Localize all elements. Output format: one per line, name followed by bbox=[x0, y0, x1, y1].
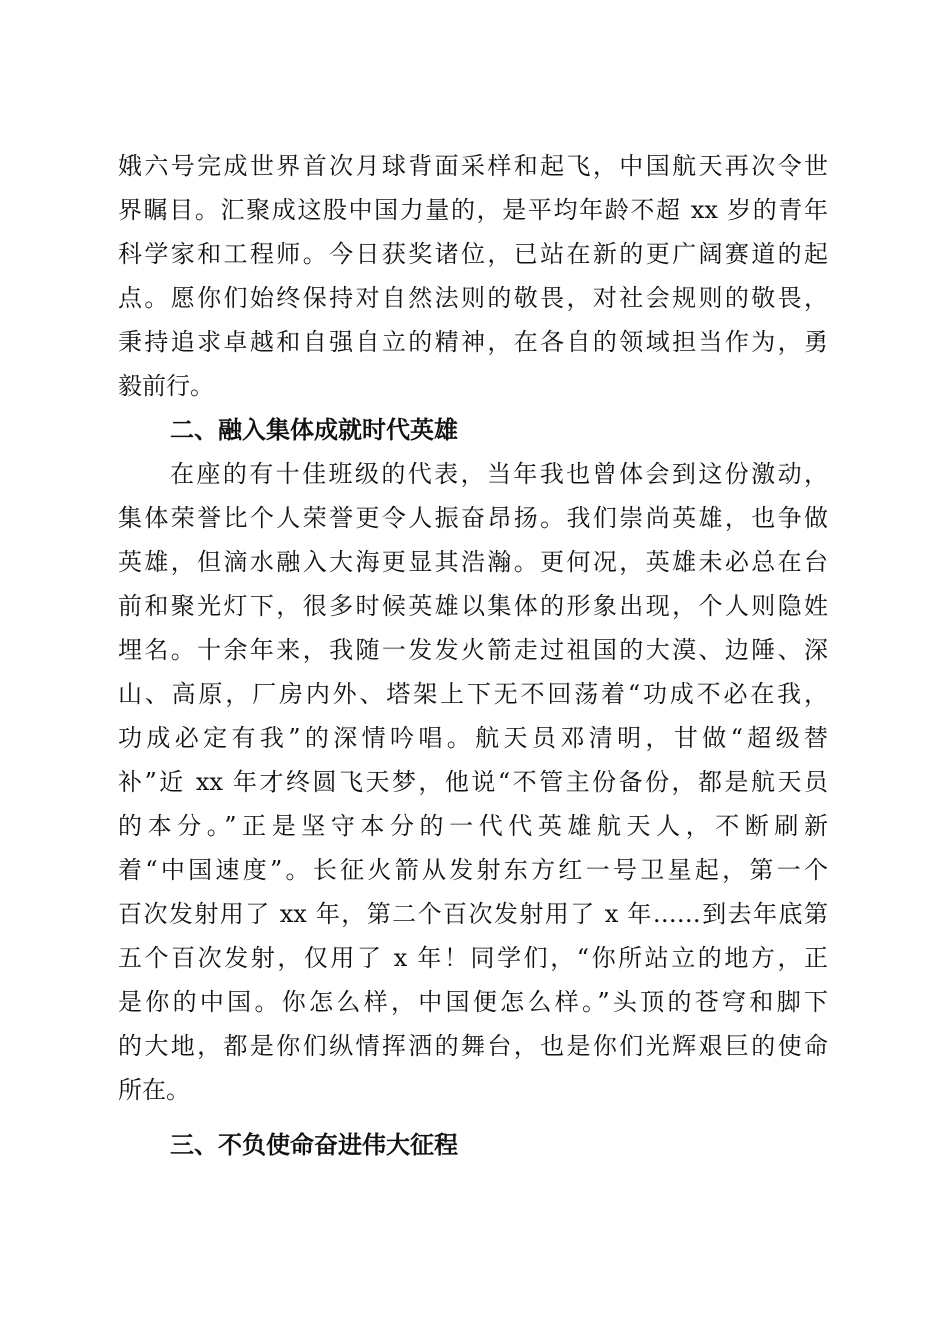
paragraph-line: 所在。 bbox=[118, 1076, 190, 1104]
paragraph-line: 的本分。”正是坚守本分的一代代英雄航天人，不断刷新 bbox=[118, 812, 828, 840]
paragraph-line: 山、高原，厂房内外、塔架上下无不回荡着“功成不必在我， bbox=[118, 680, 828, 708]
section-heading-3: 三、不负使命奋进伟大征程 bbox=[170, 1131, 458, 1159]
document-body bbox=[118, 144, 828, 1167]
paragraph-line: 百次发射用了 xx 年，第二个百次发射用了 x 年……到去年底第 bbox=[118, 900, 828, 928]
section-spacer bbox=[118, 1112, 828, 1123]
paragraph-line: 科学家和工程师。今日获奖诸位，已站在新的更广阔赛道的起 bbox=[118, 240, 828, 268]
paragraph-line: 界瞩目。汇聚成这股中国力量的，是平均年龄不超 xx 岁的青年 bbox=[118, 196, 828, 224]
section-2-paragraph bbox=[118, 452, 828, 1112]
paragraph-line: 前和聚光灯下，很多时候英雄以集体的形象出现，个人则隐姓 bbox=[118, 592, 828, 620]
paragraph-line: 娥六号完成世界首次月球背面采样和起飞，中国航天再次令世 bbox=[118, 152, 828, 180]
section-heading-2: 二、融入集体成就时代英雄 bbox=[170, 416, 458, 444]
paragraph-line: 集体荣誉比个人荣誉更令人振奋昂扬。我们崇尚英雄，也争做 bbox=[118, 504, 828, 532]
paragraph-line: 五个百次发射，仅用了 x 年！同学们，“你所站立的地方，正 bbox=[118, 944, 828, 972]
paragraph-line: 秉持追求卓越和自强自立的精神，在各自的领域担当作为，勇 bbox=[118, 328, 828, 356]
paragraph-continuation bbox=[118, 144, 828, 408]
paragraph-line: 功成必定有我”的深情吟唱。航天员邓清明，甘做“超级替 bbox=[118, 724, 828, 752]
paragraph-line: 英雄，但滴水融入大海更显其浩瀚。更何况，英雄未必总在台 bbox=[118, 548, 828, 576]
paragraph-line: 的大地，都是你们纵情挥洒的舞台，也是你们光辉艰巨的使命 bbox=[118, 1032, 828, 1060]
paragraph-line: 是你的中国。你怎么样，中国便怎么样。”头顶的苍穹和脚下 bbox=[118, 988, 828, 1016]
paragraph-line: 点。愿你们始终保持对自然法则的敬畏，对社会规则的敬畏， bbox=[118, 284, 828, 312]
paragraph-line: 在座的有十佳班级的代表，当年我也曾体会到这份激动， bbox=[170, 460, 828, 488]
paragraph-line: 着“中国速度”。长征火箭从发射东方红一号卫星起，第一个 bbox=[118, 856, 828, 884]
paragraph-line: 毅前行。 bbox=[118, 372, 214, 400]
paragraph-line: 补”近 xx 年才终圆飞天梦，他说“不管主份备份，都是航天员 bbox=[118, 768, 828, 796]
paragraph-line: 埋名。十余年来，我随一发发火箭走过祖国的大漠、边陲、深 bbox=[118, 636, 828, 664]
